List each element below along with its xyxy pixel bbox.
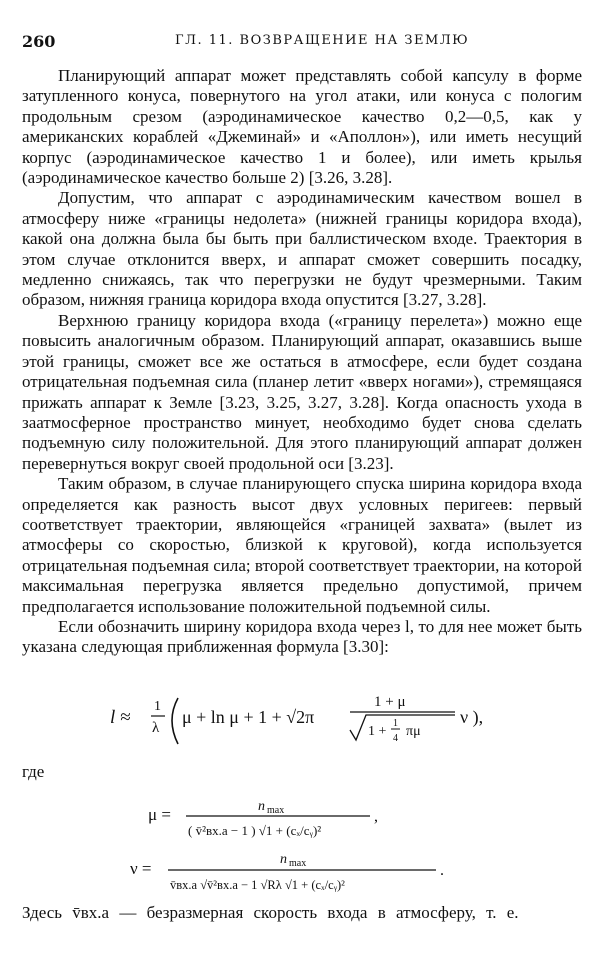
formula-mu-num-sub: max bbox=[267, 805, 285, 816]
formula-l-frac-num: 1 bbox=[154, 699, 161, 714]
where-word: где bbox=[22, 762, 45, 781]
formula-nu-den: v̄вх.а √v̄²вх.а − 1 √Rλ √1 + (cₓ/cᵧ)² bbox=[170, 878, 345, 892]
formula-l-body: μ + ln μ + 1 + √2π bbox=[182, 707, 315, 727]
formula-l-inner-den-num: 1 bbox=[393, 718, 398, 729]
formula-l-tail: ν ), bbox=[460, 707, 484, 727]
body-text bbox=[22, 66, 582, 658]
formula-l-inner-den-den: 4 bbox=[393, 733, 398, 744]
formula-nu-lhs: ν = bbox=[130, 859, 152, 878]
formula-l-lhs: l ≈ bbox=[110, 707, 131, 728]
formula-nu-num: n bbox=[280, 852, 287, 867]
formula-l-inner-num: 1 + μ bbox=[374, 694, 406, 710]
page-header bbox=[0, 32, 600, 54]
formula-l-inner-den-b: πμ bbox=[406, 724, 421, 739]
formula-mu-den: ( v̄²вх.а − 1 ) √1 + (cₓ/cᵧ)² bbox=[188, 823, 322, 838]
formula-mu-num: n bbox=[258, 799, 265, 814]
left-paren bbox=[172, 698, 178, 744]
formula-nu-num-sub: max bbox=[289, 858, 307, 869]
formula-mu bbox=[148, 795, 408, 843]
formula-l-inner-den-a: 1 + bbox=[368, 724, 387, 739]
formula-nu bbox=[130, 848, 460, 898]
last-line: Здесь v̄вх.а — безразмерная скорость входа в атмосферу, т. е. bbox=[22, 903, 519, 922]
sqrt-sign bbox=[350, 715, 455, 740]
formula-l-frac-den: λ bbox=[152, 720, 160, 736]
running-title: ГЛ. 11. ВОЗВРАЩЕНИЕ НА ЗЕМЛЮ bbox=[175, 33, 470, 48]
paragraph-4: Таким образом, в случае планирующего спуска ширина коридора входа определяется как разность высот двух условных перигеев: первый соответствует траектории, являющейся «границей захвата» (вылет из атмосферы со скоростью, близкой к круговой), когда используется отрицательная подъемная сила; второй соответствует траектории, на которой максимальная перегрузка является предельно допустимой, причем предполагается использование положительной подъемной силы. bbox=[22, 474, 582, 616]
formula-mu-lhs: μ = bbox=[148, 805, 171, 824]
paragraph-2: Допустим, что аппарат с аэродинамическим качеством вошел в атмосферу ниже «границы недолета» (нижней границы коридора входа), какой она должна была бы быть при баллистическом входе. Траектория в этом случае отклонится вверх, и аппарат сможет совершить посадку, медленно снижаясь, так что перегрузки не будут чрезмерными. Таким образом, нижняя граница коридора входа опустится [3.27, 3.28]. bbox=[22, 188, 582, 310]
formula-l bbox=[110, 690, 510, 752]
paragraph-1: Планирующий аппарат может представлять собой капсулу в форме затупленного конуса, повернутого на угол атаки, или конуса с пологим продольным срезом (аэродинамическое качество 0,2—0,5, как у американских кораблей «Джеминай» и «Аполлон»), или иметь несущий корпус (аэродинамическое качество 1 и более), или иметь крылья (аэродинамическое качество больше 2) [3.26, 3.28]. bbox=[22, 66, 582, 188]
paragraph-3: Верхнюю границу коридора входа («границу перелета») можно еще повысить аналогичным образом. Планирующий аппарат, оказавшись выше этой границы, сможет все же остаться в атмосфере, если будет создана отрицательная подъемная сила (планер летит «вверх ногами»), стремящаяся прижать аппарат к Земле [3.23, 3.25, 3.27, 3.28]. Когда опасность ухода в заатмосферное пространство минует, необходимо будет снова сделать подъемную силу положительной. Для этого планирующий аппарат должен перевернуться вокруг своей продольной оси [3.23]. bbox=[22, 310, 582, 473]
formula-nu-tail: . bbox=[440, 862, 444, 879]
paragraph-5: Если обозначить ширину коридора входа через l, то для нее может быть указана следующая приближенная формула [3.30]: bbox=[22, 616, 582, 657]
formula-mu-tail: , bbox=[374, 808, 378, 825]
page-number: 260 bbox=[22, 32, 56, 51]
